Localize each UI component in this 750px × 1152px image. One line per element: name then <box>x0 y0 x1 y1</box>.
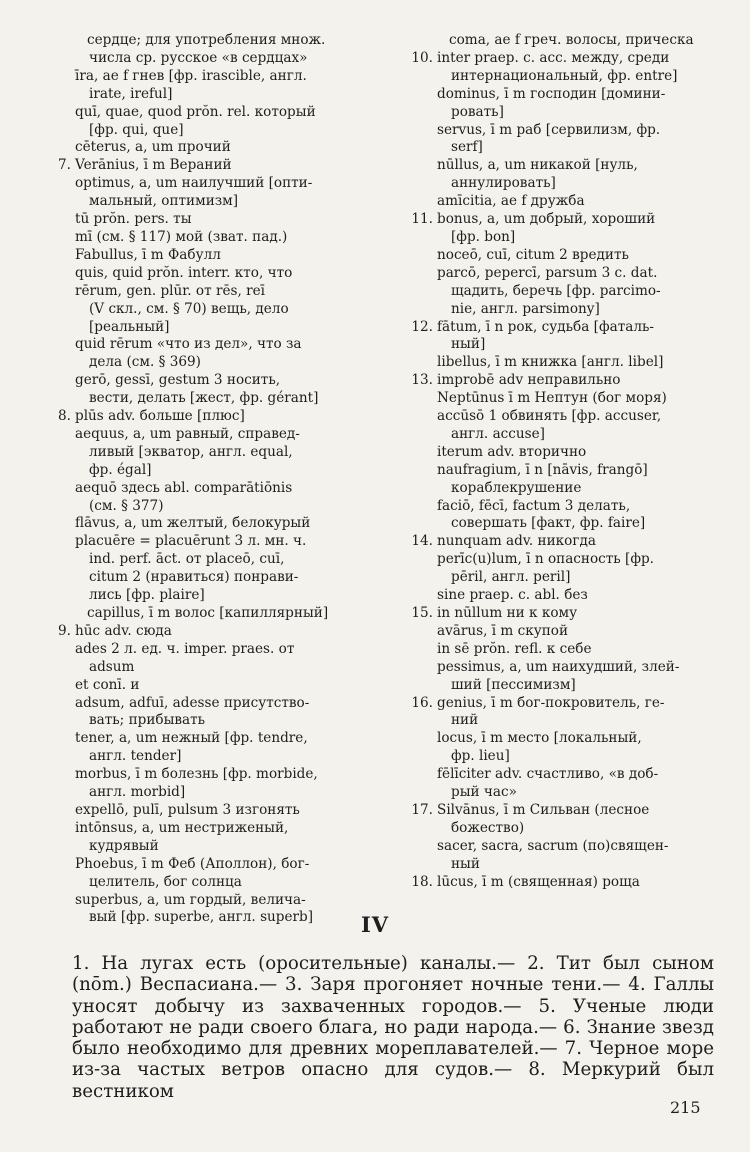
vocab-entry <box>48 408 368 426</box>
vocab-line-text: in nūllum ни к кому <box>437 605 578 621</box>
vocab-entry <box>410 766 722 802</box>
vocab-entry <box>410 193 722 211</box>
vocab-line: aequus, a, um равный, справед- <box>75 425 300 442</box>
vocab-entry <box>48 139 368 157</box>
vocab-entry <box>48 211 368 229</box>
vocab-line: accūsō 1 обвинять [фр. accuser, <box>437 408 662 425</box>
vocab-line: интернациональный, фр. entre] <box>451 67 678 84</box>
entry-number: 8. <box>58 408 71 425</box>
vocab-entry <box>48 605 368 623</box>
vocab-entry <box>48 820 368 856</box>
vocabulary-column-right <box>410 32 722 892</box>
vocab-line: avārus, ī m скупой <box>437 622 569 639</box>
vocab-entry <box>48 623 368 641</box>
vocab-line: аннулировать] <box>451 175 556 192</box>
vocab-line: adsum <box>89 658 135 675</box>
vocab-entry <box>410 444 722 462</box>
entry-number: 13. <box>411 372 433 389</box>
entry-number: 12. <box>411 318 433 335</box>
vocab-line-text: genius, ī m бог-покровитель, ге- <box>437 694 665 711</box>
vocab-line: quid rērum «что из дел», что за <box>75 336 302 353</box>
vocab-line-text: inter praep. c. acc. между, среди <box>437 49 670 66</box>
vocab-entry <box>48 265 368 283</box>
entry-number: 15. <box>411 605 433 621</box>
vocab-line-text: lūcus, ī m (священная) роща <box>437 873 640 890</box>
vocab-line: ший [пессимизм] <box>451 676 576 693</box>
entry-number: 17. <box>411 801 433 818</box>
vocab-line: cēterus, a, um прочий <box>75 139 231 156</box>
entry-number: 7. <box>58 157 71 174</box>
vocab-line: Neptūnus ī m Нептун (бог моря) <box>437 390 667 407</box>
vocab-line: optimus, a, um наилучший [опти- <box>75 175 313 192</box>
vocab-entry <box>410 265 722 319</box>
vocab-line: (см. § 377) <box>89 497 164 514</box>
vocab-line: sine praep. c. abl. без <box>437 587 588 604</box>
vocab-entry <box>48 229 368 247</box>
vocab-line: nūllus, a, um никакой [нуль, <box>437 157 638 174</box>
vocab-entry <box>48 515 368 533</box>
vocab-entry <box>48 175 368 211</box>
vocab-entry <box>410 533 722 551</box>
vocab-line: mī (см. § 117) мой (зват. пад.) <box>75 228 288 245</box>
vocab-line: locus, ī m место [локальный, <box>437 730 642 747</box>
vocab-line: вать; прибывать <box>89 712 206 729</box>
vocab-entry <box>410 32 722 50</box>
vocab-line: ний <box>451 712 479 729</box>
vocab-entry <box>410 390 722 408</box>
vocab-entry <box>48 695 368 731</box>
vocab-entry <box>48 157 368 175</box>
vocab-line-text: bonus, a, um добрый, хороший <box>437 211 656 228</box>
vocab-entry <box>48 766 368 802</box>
vocab-line: citum 2 (нравиться) понрави- <box>89 569 299 586</box>
vocab-line: совершать [факт, фр. faire] <box>451 515 646 532</box>
vocab-line: ливый [экватор, англ. equal, <box>89 443 293 460</box>
vocab-entry <box>48 480 368 516</box>
vocab-line: servus, ī m раб [сервилизм, фр. <box>437 121 661 138</box>
vocab-line: et conī. и <box>75 676 140 693</box>
vocab-line: superbus, a, um гордый, велича- <box>75 891 306 908</box>
vocab-line <box>410 211 722 229</box>
vocab-line: gerō, gessī, gestum 3 носить, <box>75 372 281 389</box>
vocab-line: ный] <box>451 336 486 353</box>
vocab-line <box>48 408 368 426</box>
vocab-line: rērum, gen. plūr. от rēs, reī <box>75 282 265 299</box>
vocab-line: лись [фр. plaire] <box>89 587 205 604</box>
vocab-entry <box>48 533 368 605</box>
vocab-line: īra, ae f гнев [фр. irascible, англ. <box>75 67 307 84</box>
vocab-line: кораблекрушение <box>451 479 582 496</box>
page-number: 215 <box>670 1098 701 1117</box>
vocab-line <box>410 605 722 623</box>
vocab-entry <box>410 659 722 695</box>
vocab-line: божество) <box>451 819 525 836</box>
vocab-line: dominus, ī m господин [домини- <box>437 85 666 102</box>
vocab-entry <box>410 247 722 265</box>
vocab-line: фр. égal] <box>89 461 152 478</box>
vocab-line <box>48 157 368 175</box>
vocab-entry <box>48 730 368 766</box>
entry-number: 9. <box>58 622 71 639</box>
vocab-line: quī, quae, quod prŏn. rel. который <box>75 103 316 120</box>
vocab-entry <box>410 874 722 892</box>
vocab-entry <box>48 247 368 265</box>
vocab-line: morbus, ī m болезнь [фр. morbide, <box>75 766 318 783</box>
vocab-entry <box>48 336 368 372</box>
vocab-entry <box>410 354 722 372</box>
vocab-entry <box>410 372 722 390</box>
vocab-line: pēril, англ. peril] <box>451 569 571 586</box>
vocab-line-text: Silvānus, ī m Сильван (лесное <box>437 801 650 818</box>
vocab-line: ный <box>451 855 480 872</box>
vocab-line: Fabullus, ī m Фабулл <box>75 246 221 263</box>
vocab-entry <box>410 730 722 766</box>
vocab-line-text: plūs adv. больше [плюс] <box>75 408 245 425</box>
vocab-entry <box>48 68 368 104</box>
vocab-entry <box>48 32 368 68</box>
vocab-line-text: improbē adv неправильно <box>437 372 621 389</box>
vocab-line: дела (см. § 369) <box>89 354 201 371</box>
vocab-line: [фр. qui, que] <box>89 121 184 138</box>
vocab-line: expellō, pulī, pulsum 3 изгонять <box>75 801 300 818</box>
vocab-entry <box>410 605 722 623</box>
vocab-line: parcō, pepercī, parsum 3 c. dat. <box>437 264 658 281</box>
vocab-line: pessimus, a, um наихудший, злей- <box>437 658 680 675</box>
entry-number: 11. <box>411 211 433 228</box>
vocab-line: tener, a, um нежный [фр. tendre, <box>75 730 308 747</box>
vocab-entry <box>48 856 368 892</box>
vocab-line <box>410 372 722 390</box>
vocab-line: Phoebus, ī m Феб (Аполлон), бог- <box>75 855 310 872</box>
vocab-entry <box>410 498 722 534</box>
vocab-line <box>410 874 722 892</box>
vocab-line: числа ср. русское «в сердцах» <box>89 49 308 66</box>
vocab-entry <box>410 50 722 86</box>
vocab-entry <box>410 408 722 444</box>
vocab-entry <box>410 641 722 659</box>
vocabulary-column-left <box>48 32 368 927</box>
vocab-entry <box>410 695 722 731</box>
vocab-line: capillus, ī m волос [капиллярный] <box>87 605 329 621</box>
vocab-entry <box>410 157 722 193</box>
vocab-line: amīcitia, ae f дружба <box>437 193 585 210</box>
entry-number: 10. <box>411 49 433 66</box>
vocab-line: ind. perf. āct. от placeō, cuī, <box>89 551 285 568</box>
vocab-entry <box>410 623 722 641</box>
vocab-line: irate, ireful] <box>89 85 173 102</box>
vocab-line-text: hūc adv. сюда <box>75 622 172 639</box>
vocab-entry <box>48 104 368 140</box>
vocab-line: вый [фр. superbe, англ. superb] <box>89 909 314 926</box>
entry-number: 14. <box>411 533 433 550</box>
vocab-entry <box>410 838 722 874</box>
vocab-line: [реальный] <box>89 318 170 335</box>
vocab-entry <box>48 426 368 480</box>
vocab-entry <box>410 551 722 587</box>
vocab-line: англ. accuse] <box>451 425 545 442</box>
vocab-line: nie, англ. parsimony] <box>451 300 600 317</box>
vocab-line: щадить, беречь [фр. parcimo- <box>451 282 661 299</box>
vocab-line: fēlīciter adv. счастливо, «в доб- <box>437 766 659 783</box>
vocab-line: англ. tender] <box>89 748 182 765</box>
vocab-entry <box>48 283 368 337</box>
vocab-line: (V скл., см. § 70) вещь, дело <box>89 300 289 317</box>
vocab-line <box>410 319 722 337</box>
vocab-line: ades 2 л. ед. ч. imper. praes. от <box>75 640 295 657</box>
vocab-line: мальный, оптимизм] <box>89 193 239 210</box>
vocab-entry <box>48 802 368 820</box>
vocab-entry <box>48 372 368 408</box>
vocab-line: perīc(u)lum, ī n опасность [фр. <box>437 551 654 568</box>
vocab-line: sacer, sacra, sacrum (по)священ- <box>437 837 669 854</box>
vocab-line: libellus, ī m книжка [англ. libel] <box>437 354 664 371</box>
entry-number: 16. <box>411 694 433 711</box>
vocab-entry <box>410 802 722 838</box>
vocab-entry <box>410 211 722 247</box>
vocab-entry <box>410 319 722 355</box>
vocab-entry <box>48 677 368 695</box>
vocab-line <box>410 50 722 68</box>
vocab-line: aequō здесь abl. comparātiōnis <box>75 479 293 496</box>
vocab-line: faciō, fēcī, factum 3 делать, <box>437 497 631 514</box>
vocab-entry <box>410 462 722 498</box>
vocab-line: coma, ae f греч. волосы, прическа <box>449 32 694 48</box>
vocab-entry <box>410 587 722 605</box>
vocab-line: intōnsus, a, um нестриженый, <box>75 819 289 836</box>
vocab-line: in sē prŏn. refl. к себе <box>437 640 592 657</box>
vocab-line-text: nunquam adv. никогда <box>437 533 596 550</box>
vocab-line: [фр. bon] <box>451 228 516 245</box>
vocab-line-text: Verānius, ī m Вераний <box>75 157 232 174</box>
entry-number: 18. <box>411 873 433 890</box>
vocab-line: кудрявый <box>89 837 159 854</box>
vocab-line: англ. morbid] <box>89 784 186 801</box>
vocab-line: flāvus, a, um желтый, белокурый <box>75 515 311 532</box>
vocab-line: фр. lieu] <box>451 748 510 765</box>
vocab-line: quis, quid prŏn. interr. кто, что <box>75 264 293 281</box>
vocab-line: adsum, adfuī, adesse присутство- <box>75 694 310 711</box>
vocab-line: noceō, cuī, citum 2 вредить <box>437 246 629 263</box>
exercise-text: 1. На лугах есть (оросительные) каналы.— 2. Тит был сыном (nōm.) Веспасиана.— 3. Заря прогоняет ночные тени.— 4. Галлы уносят добычу из захваченных городов.— 5. Ученые люди работают не ради своего блага, но ради народа.— 6. Знание звезд было необходимо для древних мореплавателей.— 7. Черное море из-за частых ветров опасно для судов.— 8. Меркурий был вестником <box>72 953 714 1102</box>
vocab-line: вести, делать [жест, фр. gérant] <box>89 390 319 407</box>
vocab-line: ровать] <box>451 103 504 120</box>
vocab-line <box>48 623 368 641</box>
vocab-line: iterum adv. вторично <box>437 443 587 460</box>
vocab-line: tū prŏn. pers. ты <box>75 211 192 228</box>
vocab-line: рый час» <box>451 784 517 801</box>
vocab-line <box>410 802 722 820</box>
vocab-line: сердце; для употребления множ. <box>87 32 326 48</box>
vocab-entry <box>48 641 368 677</box>
vocab-line: целитель, бог солнца <box>89 873 242 890</box>
vocab-entry <box>410 86 722 122</box>
vocab-line: serf] <box>451 139 483 156</box>
section-title: IV <box>360 912 390 937</box>
vocab-line-text: fātum, ī n рок, судьба [фаталь- <box>437 318 654 335</box>
vocab-line <box>410 695 722 713</box>
vocab-line: naufragium, ī n [nāvis, frangō] <box>437 461 648 478</box>
vocab-line <box>410 533 722 551</box>
vocab-entry <box>410 122 722 158</box>
vocab-line: placuēre = placuērunt 3 л. мн. ч. <box>75 533 307 550</box>
